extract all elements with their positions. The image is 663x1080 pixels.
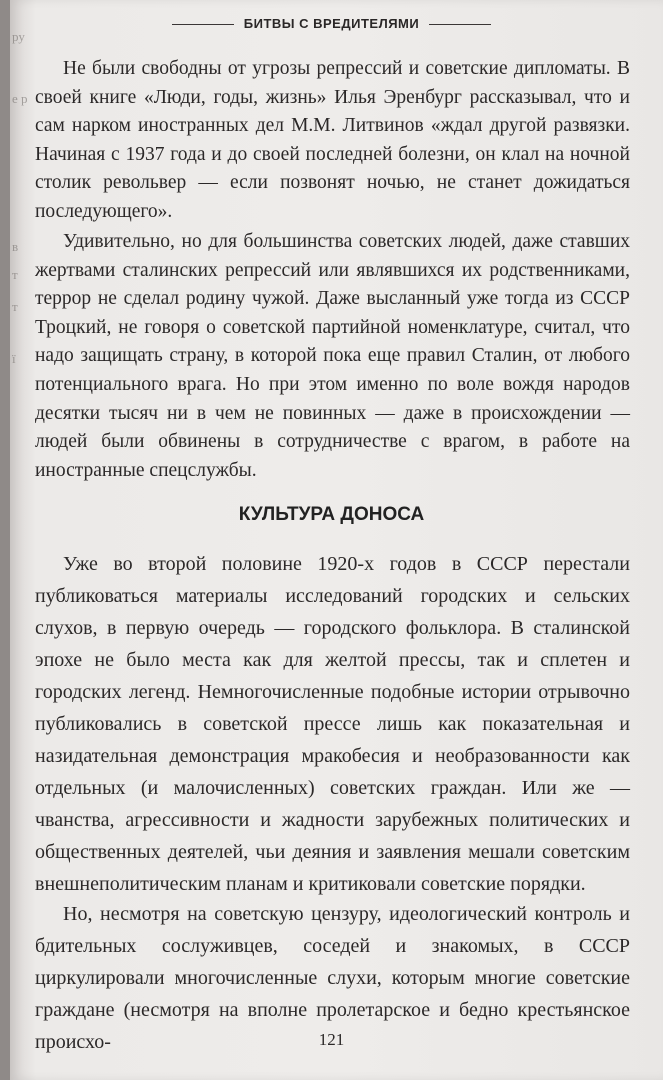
running-title: БИТВЫ С ВРЕДИТЕЛЯМИ <box>243 16 420 31</box>
previous-page-bleed: ру е р в т т ї <box>12 29 28 366</box>
page-number: 121 <box>318 1030 345 1049</box>
header-rule-right <box>429 24 491 25</box>
header-rule-left <box>172 24 234 25</box>
section-text-block-1 <box>35 548 630 900</box>
running-header <box>0 16 663 31</box>
body-text-block-1 <box>35 55 630 227</box>
section-heading: КУЛЬТУРА ДОНОСА <box>238 504 425 525</box>
paragraph-censorship: Но, несмотря на советскую цензуру, идеологический контроль и бдительных сослуживцев, соседей и знакомых, в СССР циркулировали многочисленные слухи, которым многие советские граждане (несмотря на вполне пролетарское и бедно крестьянское происхо- <box>35 903 630 1053</box>
paragraph-rumors-publication: Уже во второй половине 1920-х годов в СССР перестали публиковаться материалы исследований городских и сельских слухов, в первую очередь — городского фольклора. В сталинской эпохе не было места как для желтой прессы, так и сплетен и городских легенд. Немногочисленные подобные истории отрывочно публиковались в советской прессе лишь как показательная и назидательная демонстрация мракобесия и необразованности как отдельных (и малочисленных) советских граждан. Или же — чванства, агрессивности и жадности зарубежных политических и общественных деятелей, чьи деяния и заявления мешали советским внешнеполитическим планам и критиковали советские порядки. <box>35 553 630 895</box>
paragraph-repressions: Удивительно, но для большинства советских людей, даже ставших жертвами сталинских репрессий или являвшихся их родственниками, террор не сделал родину чужой. Даже высланный уже тогда из СССР Троцкий, не говоря о советской партийной номенклатуре, считал, что надо защищать страну, в которой пока еще правил Сталин, от любого потенциального врага. Но при этом именно по воле вождя народов десятки тысяч ни в чем не повинных — даже в происхождении — людей были обвинены в сотрудничестве с врагом, в работе на иностранные спецслужбы. <box>35 231 630 481</box>
paragraph-diplomats: Не были свободны от угрозы репрессий и советские дипломаты. В своей книге «Люди, годы, жизнь» Илья Эренбург рассказывал, что и сам нарком иностранных дел М.М. Литвинов «ждал другой развязки. Начиная с 1937 года и до своей последней болезни, он клал на ночной столик револьвер — если позвонят ночью, не станет дожидаться последующего». <box>35 58 630 222</box>
body-text-block-2 <box>35 228 630 485</box>
